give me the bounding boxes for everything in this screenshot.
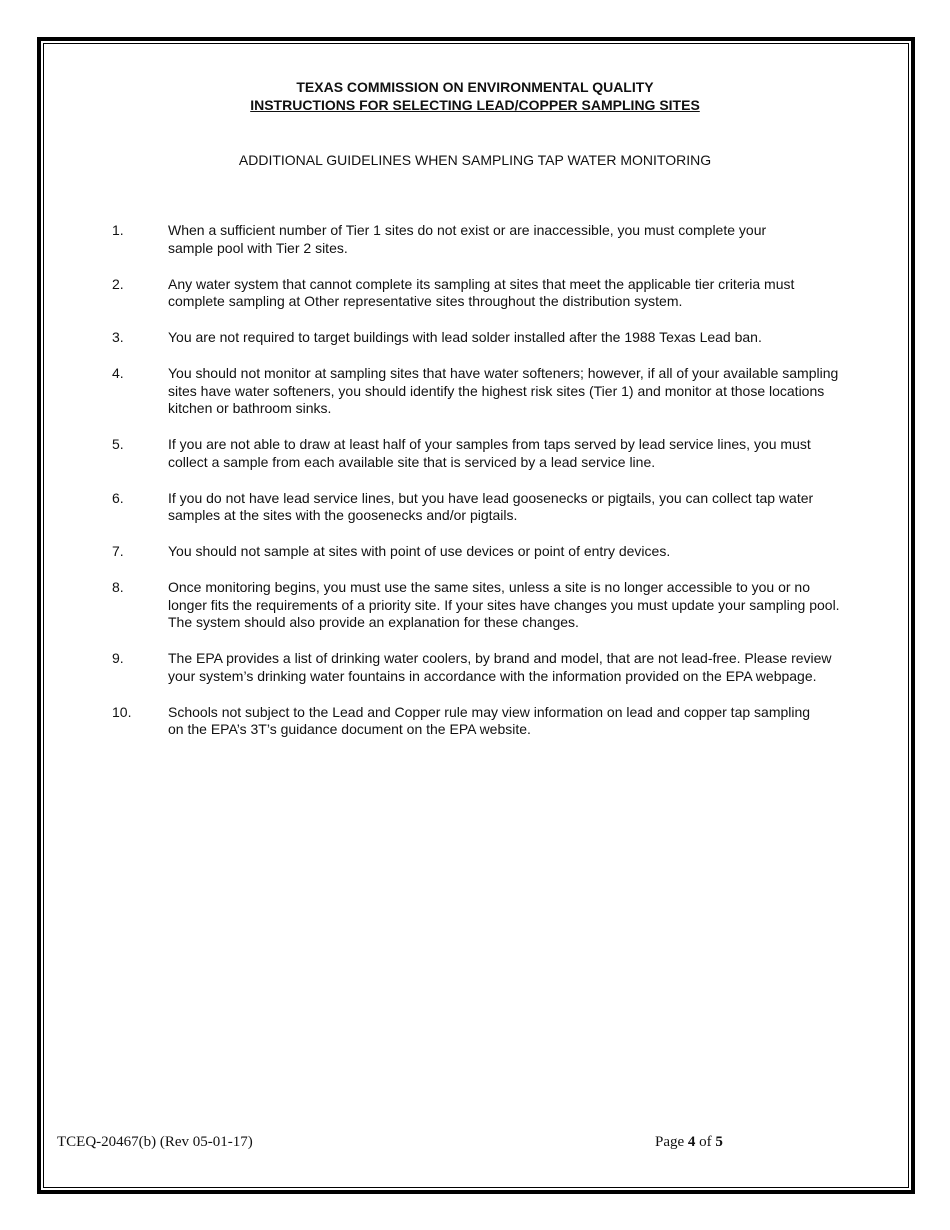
list-item-line: collect a sample from each available site that is serviced by a lead service line. xyxy=(168,453,656,470)
list-item xyxy=(112,365,902,418)
list-item-line: samples at the sites with the goosenecks and/or pigtails. xyxy=(168,507,518,523)
list-item-line: You should not sample at sites with point of use devices or point of entry devices. xyxy=(168,543,671,559)
list-item-line: longer fits the requirements of a priority site. If your sites have changes you must update your sampling pool. xyxy=(168,596,840,613)
list-item-text xyxy=(168,276,902,311)
guidelines-heading: ADDITIONAL GUIDELINES WHEN SAMPLING TAP WATER MONITORING xyxy=(238,152,712,168)
list-item-text xyxy=(168,329,902,347)
list-item-number: 2. xyxy=(112,275,124,292)
list-item-line: Once monitoring begins, you must use the same sites, unless a site is no longer accessible to you or no xyxy=(168,579,811,595)
list-item-text xyxy=(168,650,902,685)
form-id: TCEQ-20467(b) (Rev 05-01-17) xyxy=(57,1134,253,1150)
list-item-line: sample pool with Tier 2 sites. xyxy=(168,239,348,256)
list-item-line: The EPA provides a list of drinking water coolers, by brand and model, that are not lead-free. Please review xyxy=(168,650,832,666)
list-item xyxy=(112,329,902,347)
document-title: TEXAS COMMISSION ON ENVIRONMENTAL QUALITY xyxy=(296,79,654,95)
list-item-number: 6. xyxy=(112,489,124,506)
list-item-text xyxy=(168,490,902,525)
list-item xyxy=(112,276,902,311)
list-item-text xyxy=(168,222,902,257)
list-item-line: If you are not able to draw at least half of your samples from taps served by lead service lines, you must xyxy=(168,436,811,452)
list-item-line: complete sampling at Other representative sites throughout the distribution system. xyxy=(168,293,683,309)
list-item-text xyxy=(168,704,902,739)
list-item-number: 5. xyxy=(112,436,124,452)
list-item-line: sites have water softeners, you should identify the highest risk sites (Tier 1) and monitor at those locations xyxy=(168,382,825,399)
list-item-line: Schools not subject to the Lead and Copper rule may view information on lead and copper tap sampling xyxy=(168,703,811,720)
list-item xyxy=(112,436,902,471)
list-item-line: When a sufficient number of Tier 1 sites do not exist or are inaccessible, you must complete your xyxy=(168,222,767,238)
page-of: of xyxy=(699,1134,712,1150)
guidelines-list xyxy=(112,222,902,757)
page-total: 5 xyxy=(715,1134,723,1150)
list-item-number: 7. xyxy=(112,543,124,559)
list-item xyxy=(112,490,902,525)
list-item-text xyxy=(168,579,902,632)
list-item-line: The system should also provide an explanation for these changes. xyxy=(168,614,579,630)
list-item-number: 10. xyxy=(112,703,132,720)
list-item-line: If you do not have lead service lines, but you have lead goosenecks or pigtails, you can collect tap water xyxy=(168,489,814,506)
page-number xyxy=(655,1133,723,1151)
list-item-line: You should not monitor at sampling sites that have water softeners; however, if all of your available sampling xyxy=(168,365,839,381)
list-item xyxy=(112,543,902,561)
list-item-line: You are not required to target buildings with lead solder installed after the 1988 Texas Lead ban. xyxy=(168,329,762,345)
list-item-line: kitchen or bathroom sinks. xyxy=(168,400,332,416)
page-current: 4 xyxy=(687,1134,696,1150)
document-subtitle: INSTRUCTIONS FOR SELECTING LEAD/COPPER SAMPLING SITES xyxy=(250,97,700,113)
list-item-number: 1. xyxy=(112,222,124,238)
list-item-number: 9. xyxy=(112,650,124,666)
list-item-number: 4. xyxy=(112,365,124,381)
list-item-text xyxy=(168,543,902,561)
page-prefix: Page xyxy=(655,1134,685,1150)
list-item-number: 8. xyxy=(112,579,124,595)
list-item xyxy=(112,704,902,739)
list-item xyxy=(112,650,902,685)
list-item xyxy=(112,222,902,257)
list-item-line: your system’s drinking water fountains in accordance with the information provided on the EPA webpage. xyxy=(168,667,817,684)
list-item-number: 3. xyxy=(112,329,124,345)
list-item-line: Any water system that cannot complete its sampling at sites that meet the applicable tier criteria must xyxy=(168,275,795,292)
list-item-line: on the EPA’s 3T’s guidance document on the EPA website. xyxy=(168,721,531,737)
list-item-text xyxy=(168,436,902,471)
list-item-text xyxy=(168,365,902,418)
list-item xyxy=(112,579,902,632)
